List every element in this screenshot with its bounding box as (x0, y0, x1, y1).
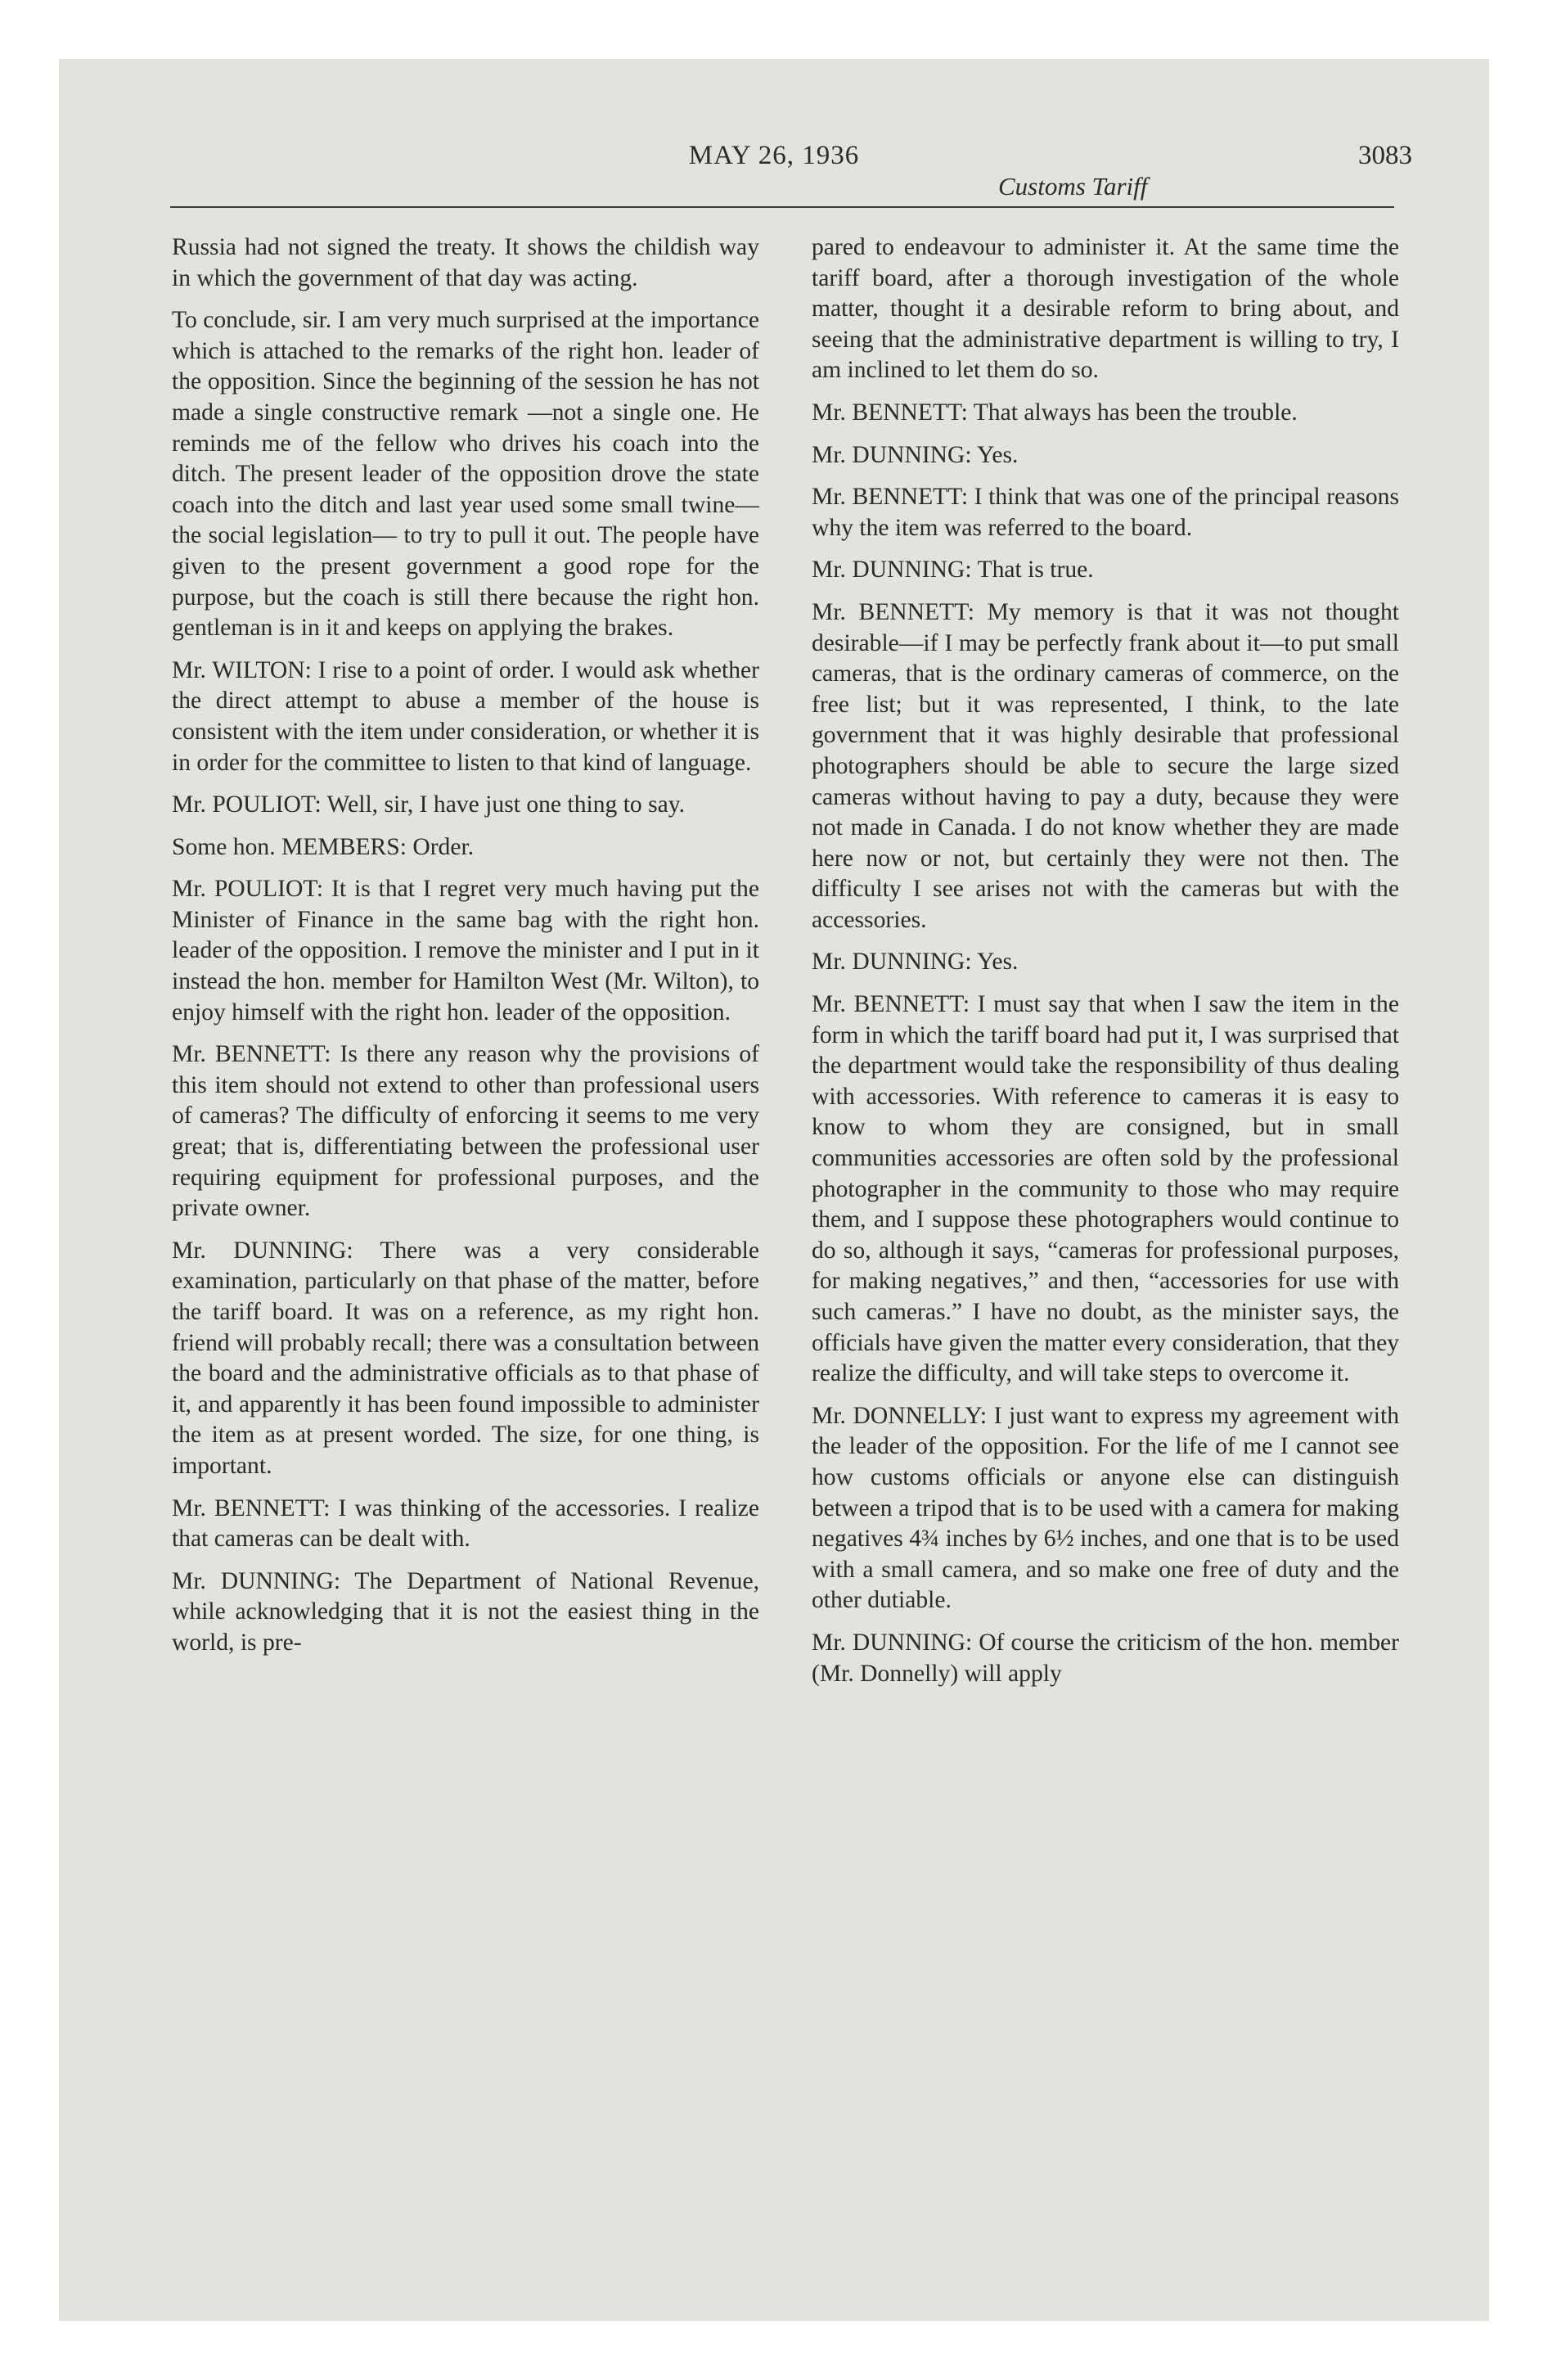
paragraph: Mr. POULIOT: It is that I regret very much having put the Minister of Finance in the same bag with the right hon. leader of the opposition. I remove the minister and I put in it instead the hon. member for Hamilton West (Mr. Wilton), to enjoy himself with the right hon. leader of the opposition. (172, 876, 759, 1025)
paragraph: Russia had not signed the treaty. It shows the childish way in which the government of that day was acting. (172, 234, 759, 291)
paragraph: Mr. DUNNING: That is true. (812, 557, 1094, 584)
header-rule (170, 206, 1394, 208)
paragraph: Mr. BENNETT: My memory is that it was not thought desirable—if I may be perfectly frank about it—to put small cameras, that is the ordinary cameras of commerce, on the free list; but it was represented, I think, to the late government that it was highly desirable that professional photographers should be able to secure the large sized cameras without having to pay a duty, because they were not made in Canada. I do not know whether they are made here now or not, but certainly they were not then. The difficulty I see arises not with the cameras but with the accessories. (812, 598, 1399, 933)
paragraph: Mr. POULIOT: Well, sir, I have just one thing to say. (172, 791, 686, 818)
paragraph: Mr. BENNETT: Is there any reason why the provisions of this item should not extend to other than professional users of cameras? The difficulty of enforcing it seems to me very great; that is, differentiating between the professional user requiring equipment for professional purposes, and the private owner. (172, 1041, 759, 1222)
paragraph: Mr. DUNNING: Yes. (812, 949, 1019, 976)
left-column (172, 232, 759, 1670)
paragraph: Mr. DONNELLY: I just want to express my agreement with the leader of the opposition. For the life of me I cannot see how customs officials or anyone else can distinguish between a tripod that is to be used with a camera for making negatives 4¾ inches by 6½ inches, and one that is to be used with a small camera, and so make one free of duty and the other dutiable. (812, 1402, 1399, 1614)
paragraph: Some hon. MEMBERS: Order. (172, 833, 475, 860)
paragraph: Mr. DUNNING: The Department of National Revenue, while acknowledging that it is not the easiest thing in the world, is pre- (172, 1567, 759, 1656)
paragraph: Mr. DUNNING: Yes. (812, 441, 1019, 468)
section-title: Customs Tariff (998, 172, 1148, 201)
paragraph: Mr. BENNETT: I must say that when I saw the item in the form in which the tariff board had put it, I was surprised that the department would take the responsibility of thus dealing with accessories. With reference to cameras it is easy to know to whom they are consigned, but in small communities accessories are often sold by the professional photographer in the community to those who may require them, and I suppose these photographers would continue to do so, although it says, “cameras for professional purposes, for making negatives,” and then, “accessories for use with such cameras.” I have no doubt, as the minister says, the officials have given the matter every consideration, that they realize the difficulty, and will take steps to overcome it. (812, 991, 1399, 1387)
paragraph: pared to endeavour to administer it. At the same time the tariff board, after a thorough investigation of the whole matter, thought it a desirable reform to bring about, and seeing that the administrative department is willing to try, I am inclined to let them do so. (812, 234, 1399, 384)
paragraph: Mr. WILTON: I rise to a point of order. I would ask whether the direct attempt to abuse a member of the house is consistent with the item under consideration, or whether it is in order for the committee to listen to that kind of language. (172, 656, 759, 776)
paragraph: Mr. DUNNING: Of course the criticism of the hon. member (Mr. Donnelly) will apply (812, 1629, 1399, 1687)
paragraph: Mr. BENNETT: I think that was one of the principal reasons why the item was referred to the board. (812, 484, 1399, 541)
paragraph: Mr. BENNETT: I was thinking of the accessories. I realize that cameras can be dealt with. (172, 1494, 759, 1553)
right-column (812, 232, 1399, 1701)
paragraph: Mr. BENNETT: That always has been the trouble. (812, 399, 1298, 426)
header-date: MAY 26, 1936 (688, 141, 860, 170)
page-number: 3083 (1358, 141, 1412, 170)
paragraph: To conclude, sir. I am very much surprised at the importance which is attached to the remarks of the right hon. leader of the opposition. Since the beginning of the session he has not made a single constructive remark —not a single one. He reminds me of the fellow who drives his coach into the ditch. The present leader of the opposition drove the state coach into the ditch and last year used some small twine—the social legislation— to try to pull it out. The people have given to the present government a good rope for the purpose, but the coach is still there because the right hon. gentleman is in it and keeps on applying the brakes. (172, 307, 759, 642)
paragraph: Mr. DUNNING: There was a very considerable examination, particularly on that phase of the matter, before the tariff board. It was on a reference, as my right hon. friend will probably recall; there was a consultation between the board and the administrative officials as to that phase of it, and apparently it has been found impossible to administer the item as at present worded. The size, for one thing, is important. (172, 1237, 759, 1479)
